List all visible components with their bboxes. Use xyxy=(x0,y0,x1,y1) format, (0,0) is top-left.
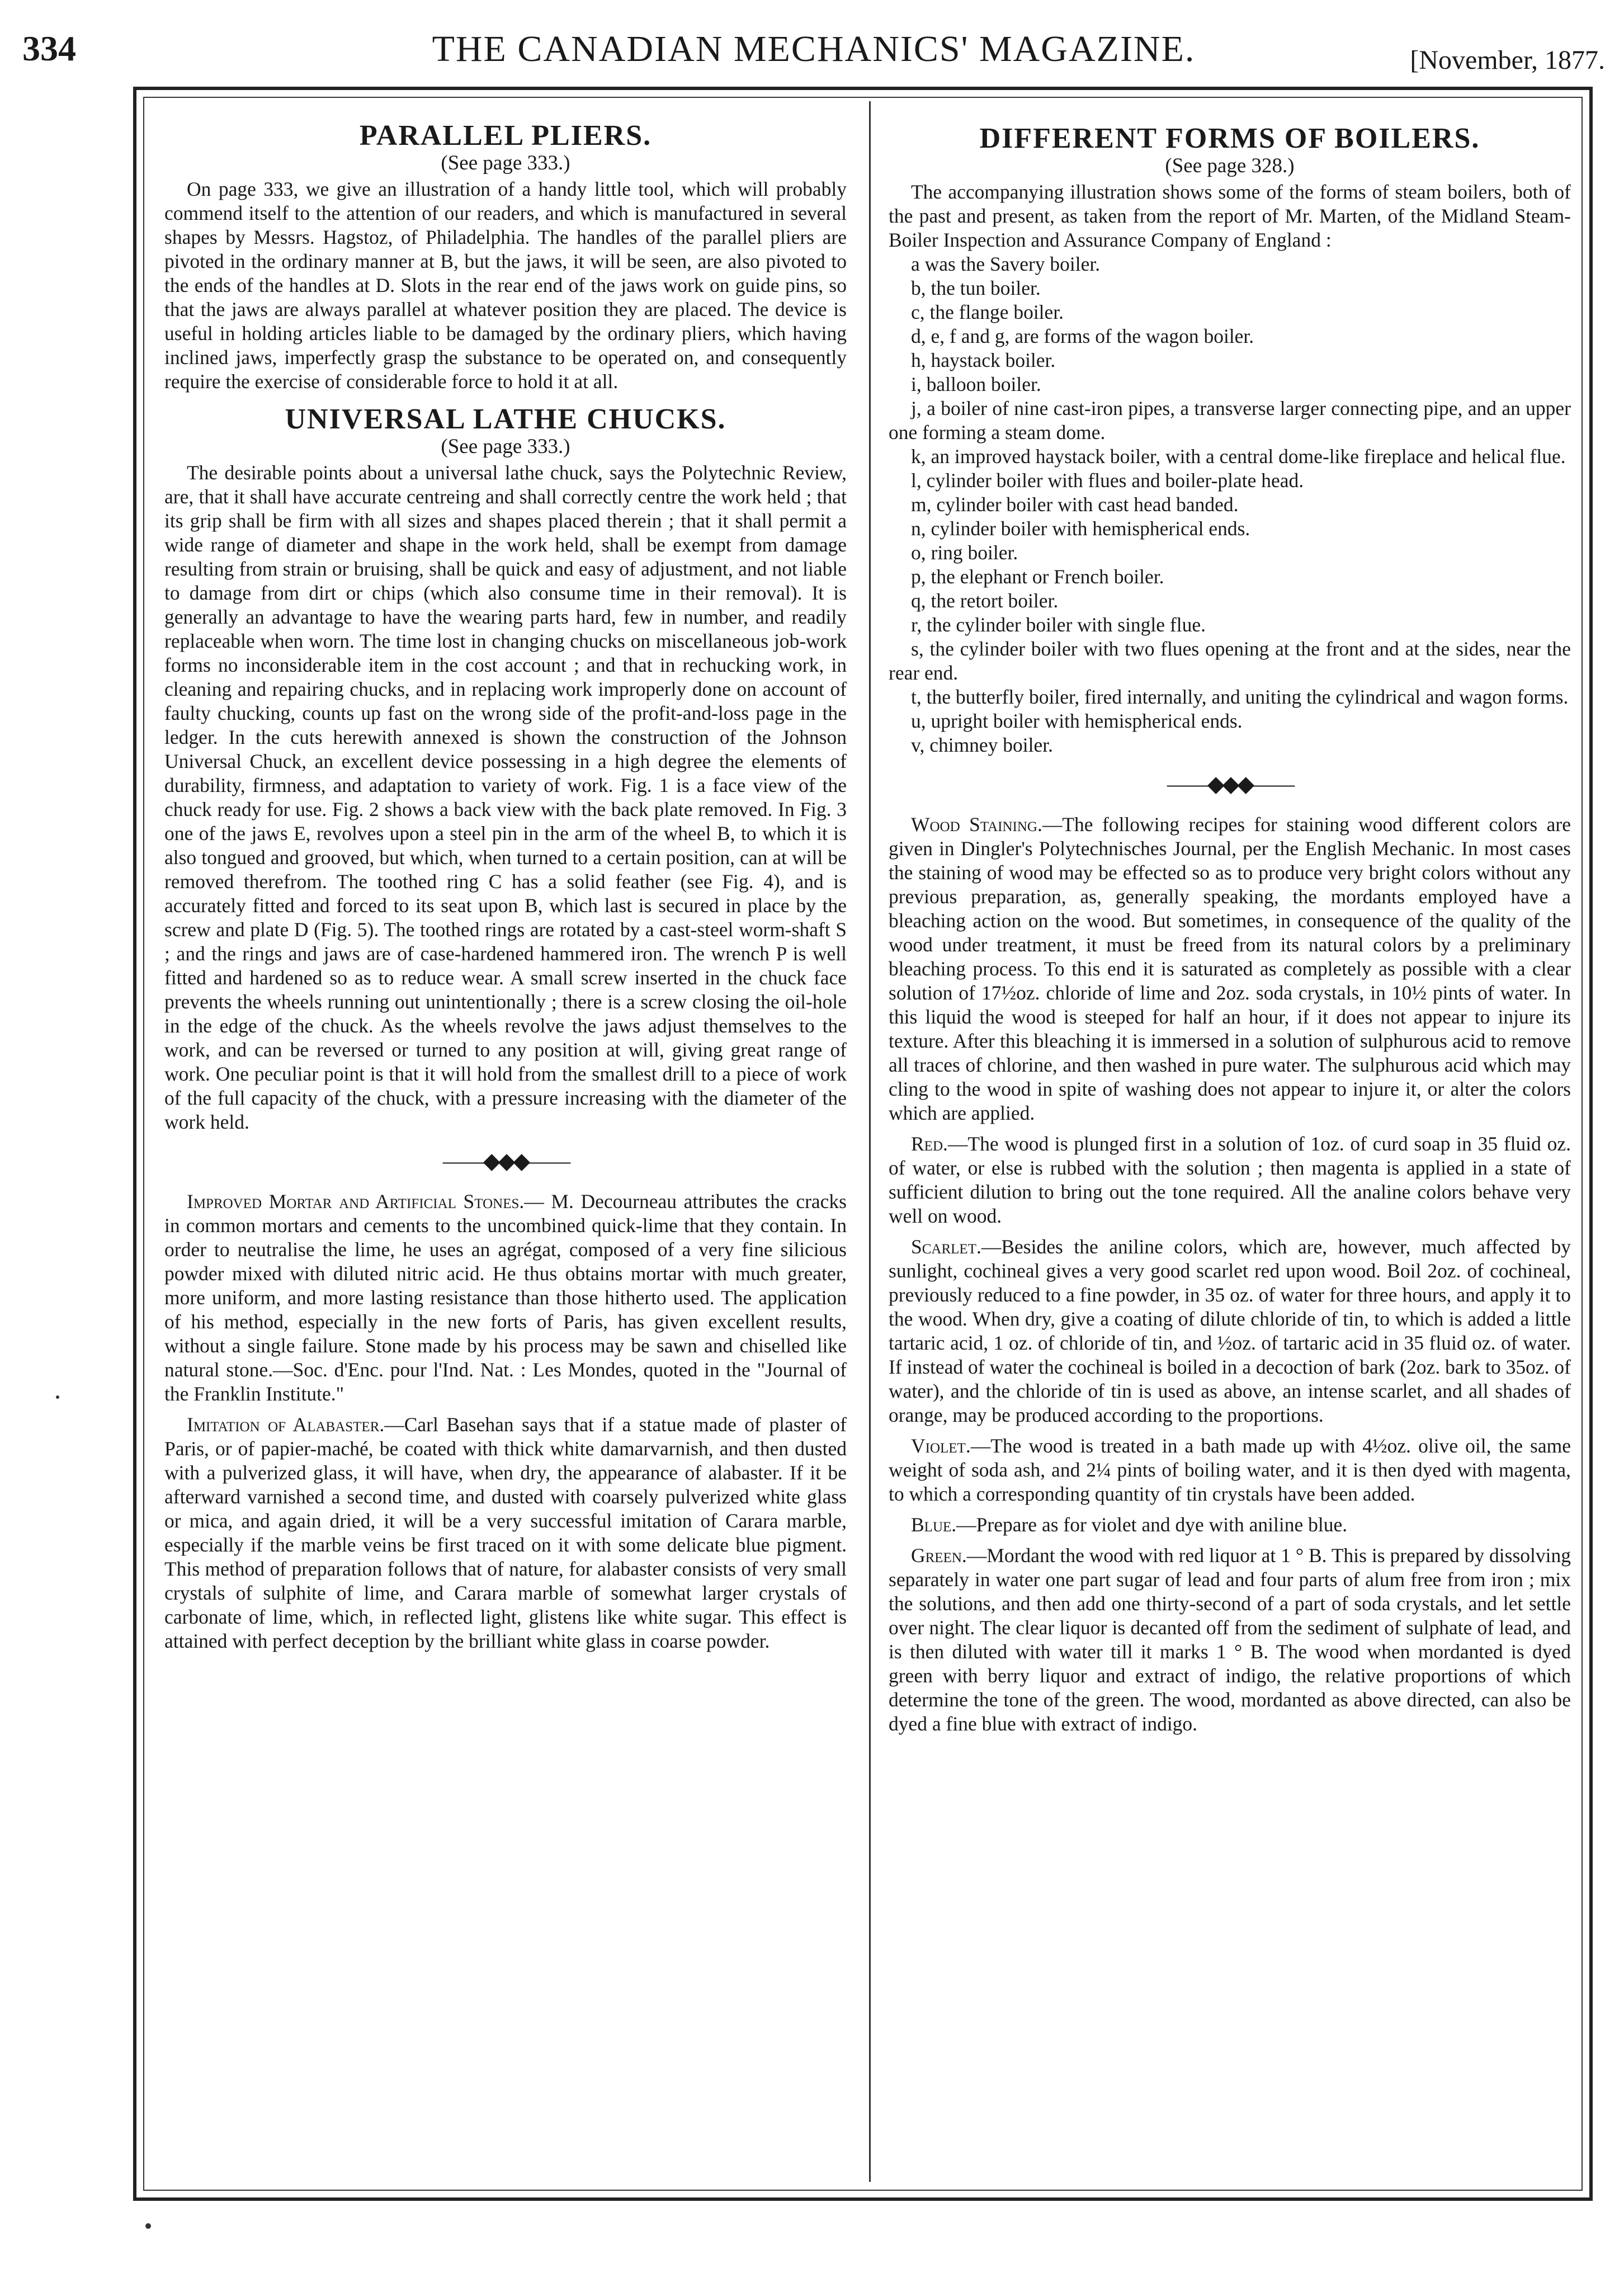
boiler-item: q, the retort boiler. xyxy=(911,589,1059,612)
scarlet-lead: Scarlet. xyxy=(911,1235,981,1258)
boiler-item: p, the elephant or French boiler. xyxy=(911,565,1164,588)
red-lead: Red. xyxy=(911,1133,948,1155)
boiler-item: m, cylinder boiler with cast head banded. xyxy=(911,493,1239,516)
lathe-see-page: (See page 333.) xyxy=(441,435,570,458)
boiler-item: o, ring boiler. xyxy=(911,541,1018,564)
boiler-item: r, the cylinder boiler with single flue. xyxy=(911,614,1206,636)
column-divider xyxy=(869,101,871,2182)
violet-paragraph xyxy=(889,1434,1571,1506)
boiler-item: v, chimney boiler. xyxy=(911,734,1054,756)
pliers-see-page: (See page 333.) xyxy=(441,152,570,175)
right-column xyxy=(889,122,1571,1743)
mortar-body: — M. Decourneau attributes the cracks in common mortars and cements to the uncombined quick-lime that they contain. In order to neutralise the lime, he uses an agrégat, composed of a very fine silicious powder mixed with diluted nitric acid. He thus obtains mortar with much greater, more uniform, and more lasting resistance than those hitherto used. The application of his method, especially in the new forts of Paris, has given excellent results, without a single failure. Stone made by his process may be sawn and chiselled like natural stone.—Soc. d'Enc. pour l'Ind. Nat. : Les Mondes, quoted in the "Journal of the Franklin Institute." xyxy=(164,1190,847,1405)
lathe-title: UNIVERSAL LATHE CHUCKS. xyxy=(285,403,726,435)
section-ornament: ——◆◆◆—— xyxy=(442,1148,569,1173)
margin-speck xyxy=(145,2223,151,2229)
boiler-item: l, cylinder boiler with flues and boiler-plate head. xyxy=(911,469,1304,492)
boilers-intro: The accompanying illustration shows some of the forms of steam boilers, both of the past and present, as taken from the report of Mr. Marten, of the Midland Steam-Boiler Inspection and Assurance Company of England : xyxy=(889,181,1571,251)
alabaster-body: —Carl Basehan says that if a statue made of plaster of Paris, or of papier-maché, be coated with thick white damarvarnish, and then dusted with a pulverized glass, it will have, when dry, the appearance of alabaster. If it be afterward varnished a second time, and dusted with coarsely pulverized white glass or mica, and again dried, it will be a very successful imitation of Carara marble, especially if the marble veins be first traced on it with some delicate blue pigment. This method of preparation follows that of nature, for alabaster consists of very small crystals of sulphite of lime, and Carara marble of somewhat larger crystals of carbonate of lime, which, in reflected light, glistens like white sugar. This effect is attained with perfect deception by the brilliant white glass in coarse powder. xyxy=(164,1413,847,1652)
page-header xyxy=(22,22,1605,84)
boiler-item: k, an improved haystack boiler, with a central dome-like fireplace and helical flue. xyxy=(911,445,1566,468)
scarlet-paragraph xyxy=(889,1235,1571,1427)
lathe-body: The desirable points about a universal lathe chuck, says the Polytechnic Review, are, that it shall have accurate centreing and shall correctly centre the work held ; that its grip shall be firm with all sizes and shapes placed therein ; that it shall permit a wide range of diameter and shape in the work held, shall be exempt from damage resulting from strain or bruising, shall be quick and easy of adjustment, and not liable to damage from dirt or chips (which also consume time in their removal). It is generally an advantage to have the wearing parts hard, few in number, and readily replaceable when worn. The time lost in changing chucks on miscellaneous job-work forms no inconsiderable item in the cost account ; and that in rechucking work, in cleaning and repairing chucks, and in replacing work improperly done on account of faulty chucking, counts up fast on the wrong side of the profit-and-loss page in the ledger. In the cuts herewith annexed is shown the construction of the Johnson Universal Chuck, an excellent device possessing in a high degree the elements of durability, firmness, and adaptation to variety of work. Fig. 1 is a face view of the chuck ready for use. Fig. 2 shows a back view with the back plate removed. In Fig. 3 one of the jaws E, revolves upon a steel pin in the arm of the wheel B, to which it is also tongued and grooved, but which, when turned to a certain position, can at will be removed therefrom. The toothed ring C has a solid feather (see Fig. 4), and is accurately fitted and forced to its seat upon B, which last is secured in place by the screw and plate D (Fig. 5). The toothed rings are rotated by a cast-steel worm-shaft S ; and the rings and jaws are of case-hardened hammered iron. The wrench P is well fitted and hardened so as to reduce wear. A small screw inserted in the chuck face prevents the wheels running out unintentionally ; there is a screw closing the oil-hole in the edge of the chuck. As the wheels revolve the jaws adjust themselves to the work, and can be reversed or turned to any position at will, giving great range of work. One peculiar point is that it will hold from the smallest drill to a piece of work of the full capacity of the chuck, with a pressure increasing with the diameter of the work held. xyxy=(164,461,847,1133)
alabaster-paragraph xyxy=(164,1413,847,1653)
mortar-lead: Improved Mortar and Artificial Stones. xyxy=(187,1190,525,1213)
blue-lead: Blue. xyxy=(911,1513,957,1536)
boiler-item: i, balloon boiler. xyxy=(911,373,1041,395)
blue-paragraph xyxy=(889,1513,1571,1537)
boilers-see-page: (See page 328.) xyxy=(1165,154,1295,177)
green-body: —Mordant the wood with red liquor at 1 ° B. This is prepared by dissolving separately in water one part sugar of lead and four parts of alum free from iron ; mix the solutions, and then add one thirty-second of a part of soda crystals, and let settle over night. The clear liquor is decanted off from the sediment of sulphate of lead, and is then diluted with water till it marks 1 ° B. The wood when mordanted is dyed green with berry liquor and extract of indigo, the relative proportions of which determine the tone of the green. The wood, mordanted as above directed, can also be dyed a fine blue with extract of indigo. xyxy=(889,1544,1571,1735)
section-ornament: ——◆◆◆—— xyxy=(1167,771,1293,796)
boilers-title: DIFFERENT FORMS OF BOILERS. xyxy=(979,122,1480,154)
pliers-title: PARALLEL PLIERS. xyxy=(359,120,652,152)
margin-speck xyxy=(56,1395,59,1399)
issue-date: [November, 1877. xyxy=(1410,45,1605,75)
staining-lead: Wood Staining. xyxy=(911,813,1042,836)
mortar-paragraph xyxy=(164,1190,847,1406)
magazine-title: THE CANADIAN MECHANICS' MAGAZINE. xyxy=(432,29,1196,69)
boiler-item: c, the flange boiler. xyxy=(911,301,1064,323)
boiler-item: t, the butterfly boiler, fired internally, and uniting the cylindrical and wagon forms. xyxy=(911,686,1569,708)
blue-body: —Prepare as for violet and dye with aniline blue. xyxy=(956,1513,1348,1536)
green-paragraph xyxy=(889,1544,1571,1736)
boiler-item: a was the Savery boiler. xyxy=(911,253,1101,275)
boiler-item: h, haystack boiler. xyxy=(911,349,1056,371)
green-lead: Green. xyxy=(911,1544,967,1567)
red-paragraph xyxy=(889,1132,1571,1228)
boiler-item: n, cylinder boiler with hemispherical ends. xyxy=(911,517,1250,540)
boiler-list xyxy=(889,252,1571,757)
boiler-item: j, a boiler of nine cast-iron pipes, a transverse larger connecting pipe, and an upper one forming a steam dome. xyxy=(889,397,1571,444)
boiler-item: u, upright boiler with hemispherical ends. xyxy=(911,710,1243,732)
staining-body: —The following recipes for staining wood different colors are given in Dingler's Polytechnisches Journal, per the English Mechanic. In most cases the staining of wood may be effected so as to produce very bright colors without any previous preparation, as, generally speaking, the mordants employed have a bleaching action on the wood. But sometimes, in consequence of the quality of the wood under treatment, it must be freed from its natural colors by a preliminary bleaching process. To this end it is saturated as completely as possible with a clear solution of 17½oz. chloride of lime and 2oz. soda crystals, in 10½ pints of water. In this liquid the wood is steeped for half an hour, if it does not appear to injure its texture. After this bleaching it is immersed in a solution of sulphurous acid to remove all traces of chlorine, and then washed in pure water. The sulphurous acid which may cling to the wood in spite of washing does not appear to injure it, or alter the colors which are applied. xyxy=(889,813,1571,1124)
left-column xyxy=(164,120,847,1660)
red-body: —The wood is plunged first in a solution of 1oz. of curd soap in 35 fluid oz. of water, or else is rubbed with the solution ; then magenta is applied in a state of sufficient dilution to bring out the tone required. All the analine colors behave very well on wood. xyxy=(889,1133,1571,1227)
violet-lead: Violet. xyxy=(911,1435,971,1457)
boiler-item: b, the tun boiler. xyxy=(911,277,1041,299)
scarlet-body: —Besides the aniline colors, which are, however, much affected by sunlight, cochineal gives a very good scarlet red upon wood. Boil 2oz. of cochineal, previously reduced to a fine powder, in 35 oz. of water for three hours, and apply it to the wood. When dry, give a coating of dilute chloride of tin, to which is added a little tartaric acid, 1 oz. of chloride of tin, and ½oz. of tartaric acid in 35 fluid oz. of water. If instead of water the cochineal is boiled in a decoction of bark (2oz. bark to 35oz. of water), and the chloride of tin is used as above, an intense scarlet, and all shades of orange, may be produced according to the proportions. xyxy=(889,1235,1571,1426)
boiler-item: s, the cylinder boiler with two flues opening at the front and at the sides, near the rear end. xyxy=(889,638,1571,684)
pliers-body: On page 333, we give an illustration of a handy little tool, which will probably commend itself to the attention of our readers, and which is manufactured in several shapes by Messrs. Hagstoz, of Philadelphia. The handles of the parallel pliers are pivoted in the ordinary manner at B, but the jaws, it will be seen, are also pivoted to the ends of the handles at D. Slots in the rear end of the jaws work on guide pins, so that the jaws are always parallel at whatever position they are placed. The device is useful in holding articles liable to be damaged by the ordinary pliers, which having inclined jaws, imperfectly grasp the substance to be operated on, and consequently require the exercise of considerable force to hold it at all. xyxy=(164,178,847,393)
violet-body: —The wood is treated in a bath made up with 4½oz. olive oil, the same weight of soda ash, and 2¼ pints of boiling water, and it is then dyed with magenta, to which a corresponding quantity of tin crystals have been added. xyxy=(889,1435,1571,1505)
boiler-item: d, e, f and g, are forms of the wagon boiler. xyxy=(911,325,1254,347)
staining-paragraph xyxy=(889,813,1571,1125)
alabaster-lead: Imitation of Alabaster. xyxy=(187,1413,385,1436)
page-number: 334 xyxy=(22,29,76,68)
page-frame xyxy=(133,87,1593,2201)
